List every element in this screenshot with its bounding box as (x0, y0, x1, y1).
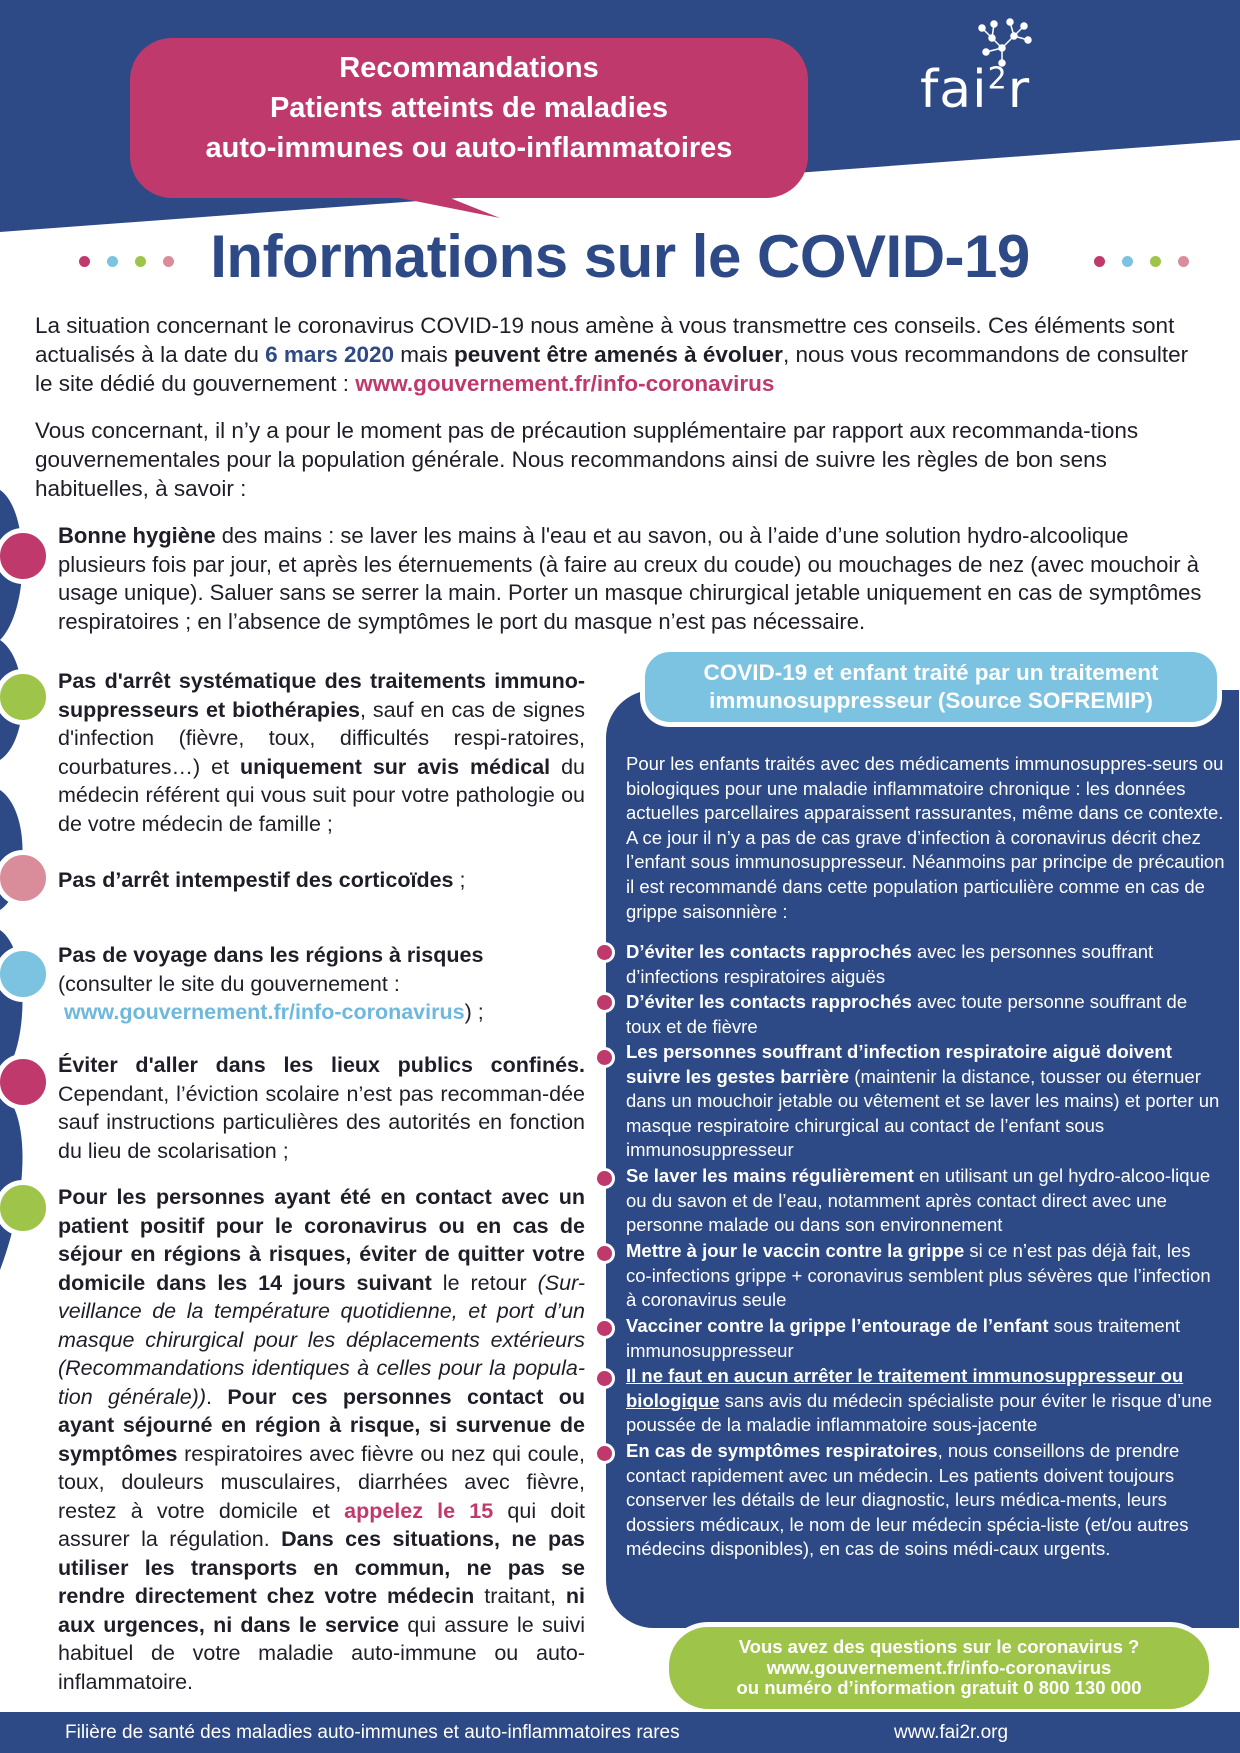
bullet-circle-lightblue (0, 946, 51, 1002)
box-bullet (594, 1368, 615, 1389)
banner-line-2: Patients atteints de maladies (269, 92, 669, 124)
box-bullet (594, 1318, 615, 1339)
box-item-3: Les personnes souffrant d’infection respiratoire aiguë doivent suivre les gestes barrière (maintenir la distance, tousser ou éternuer dans un mouchoir jetable ou vêtement et se laver les mains) et porter un masque respiratoire chirurgical au contact de l’enfant sous immunosuppresseur (626, 1041, 1220, 1161)
left-item-contacts: Pour les personnes ayant été en contact avec un patient positif pour le coronavirus ou en cas de séjour en régions à risques, éviter de quitter votre domicile dans les 14 jours suivant le retour (Sur-veillance de la température quotidienne, et port d’un masque chirurgical pour les déplacements extérieurs (Recommandations identiques à celles pour la popula-tion générale)). Pour ces personnes contact ou ayant séjourné en région à risque, si survenue de symptômes respiratoires avec fièvre ou nez qui coule, toux, douleurs musculaires, diarrhées avec fièvre, restez à votre domicile et appelez le 15 qui doit assurer la régulation. Dans ces situations, ne pas utiliser les transports en commun, ne pas se rendre directement chez votre médecin traitant, ni aux urgences, ni dans le service qui assure le suivi habituel de votre maladie auto-immune ou auto-inflammatoire. (58, 1185, 586, 1694)
government-link[interactable]: www.gouvernement.fr/info-coronavirus (766, 1656, 1112, 1678)
decor-dot (1150, 256, 1161, 267)
box-bullet (594, 1047, 615, 1068)
footer-org-name: Filière de santé des maladies auto-immunes et auto-inflammatoires rares (65, 1722, 680, 1743)
decor-dot (1122, 256, 1133, 267)
hygiene-paragraph: Bonne hygiène des mains : se laver les mains à l'eau et au savon, ou à l’aide d’une solution hydro-alcoolique plusieurs fois par jour, et après les éternuements (à faire au creux du coude) ou mouchages de nez (avec mouchoir à usage unique). Saluer sans se serrer la main. Porter un masque chirurgical jetable uniquement en cas de symptômes respiratoires ; en l’absence de symptômes le port du masque n’est pas nécessaire. (58, 523, 1202, 634)
left-item-corticoids: Pas d’arrêt intempestif des corticoïdes ; (58, 868, 466, 892)
decor-dot (1094, 256, 1105, 267)
government-link[interactable]: www.gouvernement.fr/info-coronavirus (63, 1000, 465, 1024)
questions-contact-box: Vous avez des questions sur le coronavirus ? www.gouvernement.fr/info-coronavirus ou numéro d’information gratuit 0 800 130 000 (664, 1622, 1214, 1714)
box-item-1: D’éviter les contacts rapprochés avec les personnes souffrant d’infections respiratoires aiguës (626, 941, 1154, 987)
box-bullet (594, 992, 615, 1013)
box-bullet (594, 1243, 615, 1264)
bullet-circle-pink (0, 1054, 51, 1110)
header-banner (130, 48, 808, 178)
government-link[interactable]: www.gouvernement.fr/info-coronavirus (355, 371, 775, 396)
fai2r-logo (920, 18, 1060, 123)
page-title: Informations sur le COVID-19 (210, 223, 1030, 290)
box-item-8: En cas de symptômes respiratoires, nous conseillons de prendre contact rapidement avec un médecin. Les patients doivent toujours conserver les détails de leur diagnostic, leurs médica-ments, leurs dossiers médicaux, le nom de leur médecin spécia-liste (et/ou autres médecins disponibles), en cas de soins médi-caux urgents. (626, 1440, 1189, 1560)
call-15: appelez le 15 (344, 1498, 494, 1523)
banner-line-3: auto-immunes ou auto-inflammatoires (205, 132, 733, 164)
update-date: 6 mars 2020 (265, 342, 395, 367)
bullet-circle-green (0, 669, 51, 725)
box-item-5: Mettre à jour le vaccin contre la grippe si ce n’est pas déjà fait, les co-infections grippe + coronavirus semblent plus sévères que l’infection à coronavirus seule (626, 1240, 1211, 1311)
box-bullet (594, 942, 615, 963)
footer-website-link[interactable]: www.fai2r.org (894, 1722, 1009, 1743)
bullet-circle-lightpink (0, 850, 51, 906)
box-bullet (594, 1443, 615, 1464)
box-item-2: D’éviter les contacts rapprochés avec toute personne souffrant de toux et de fièvre (626, 991, 1188, 1037)
left-item-treatments: Pas d'arrêt systématique des traitements immuno-suppresseurs et biothérapies, sauf en cas de signes d'infection (fièvre, toux, difficultés respi-ratoires, courbatures…) et uniquement sur avis médical du médecin référent qui vous suit pour votre pathologie ou de votre médecin de famille ; (58, 669, 585, 836)
children-box-intro: Pour les enfants traités avec des médicaments immunosuppres-seurs ou biologiques pour une maladie inflammatoire chronique : les données actuelles parcellaires apparaissent rassurantes, même dans ce contexte. A ce jour il n’y a pas de cas grave d’infection à coronavirus décrit chez l’enfant sous immunosuppresseur. Néanmoins par principe de précaution il est recommandé dans cette population particulière comme en cas de grippe saisonnière : (626, 753, 1225, 922)
bullet-circle-pink (0, 528, 51, 584)
decor-dot (1178, 256, 1189, 267)
box-bullet (594, 1168, 615, 1189)
logo-text: fai$^2$r (920, 60, 1031, 120)
bullet-circle-green (0, 1180, 51, 1236)
box-item-4: Se laver les mains régulièrement en utilisant un gel hydro-alcoo-lique ou du savon et de l’eau, notamment après contact direct avec une personne malade ou dans son environnement (626, 1165, 1211, 1236)
box-item-6: Vacciner contre la grippe l’entourage de l’enfant sous traitement immunosuppresseur (626, 1315, 1181, 1361)
left-item-travel: Pas de voyage dans les régions à risques (consulter le site du gouvernement : www.gouvernement.fr/info-coronavirus) ; (58, 943, 484, 1024)
box-item-7: Il ne faut en aucun arrêter le traitement immunosuppresseur ou biologique sans avis du médecin spécialiste pour éviter le risque d’une poussée de la maladie inflammatoire sous-jacente (626, 1365, 1213, 1436)
children-box-title: COVID-19 et enfant traité par un traitement immunosuppresseur (Source SOFREMIP) (640, 647, 1222, 727)
left-item-public-places: Éviter d'aller dans les lieux publics confinés. Cependant, l’éviction scolaire n’est pas recomman-dée sauf instructions particulières des autorités en fonction du lieu de scolarisation ; (58, 1053, 585, 1163)
intro-paragraph-1: La situation concernant le coronavirus COVID-19 nous amène à vous transmettre ces conseils. Ces éléments sont actualisés à la date du 6 mars 2020 mais peuvent être amenés à évoluer, nous vous recommandons de consulter le site dédié du gouvernement : www.gouvernement.fr/info-coronavirus (35, 313, 1189, 396)
footer-bar (0, 1712, 1240, 1753)
banner-line-1: Recommandations (339, 52, 599, 84)
intro-paragraph-2: Vous concernant, il n’y a pour le moment pas de précaution supplémentaire par rapport aux recommanda-tions gouvernementales pour la population générale. Nous recommandons ainsi de suivre les règles de bon sens habituelles, à savoir : (35, 418, 1139, 501)
